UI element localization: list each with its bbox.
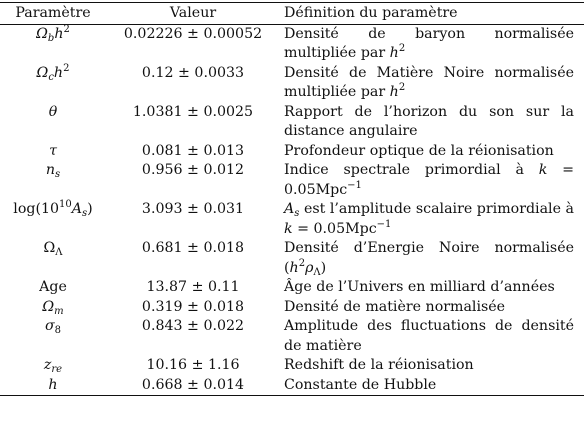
definition-cell: Densité de matière normalisée [284, 298, 506, 315]
table-row [0, 200, 584, 239]
definition-cell: Profondeur optique de la réionisation [284, 142, 554, 159]
value-cell: 13.87 ± 0.11 [146, 279, 240, 295]
param-z-re: $z_{re}$ [43, 357, 63, 375]
value-cell: 0.668 ± 0.014 [141, 376, 245, 393]
table-row [0, 161, 584, 200]
table-row [0, 64, 584, 103]
param-h: h [48, 376, 58, 393]
value-cell: 10.16 ± 1.16 [146, 357, 240, 373]
param-omega-b-h2: $\Omega_bh^2$ [36, 23, 70, 44]
table-row [0, 239, 584, 278]
param-ns: $n_s$ [45, 162, 61, 180]
definition-cell: Âge de l’Univers en milliard d’années [284, 279, 555, 295]
value-cell: 1.0381 ± 0.0025 [132, 103, 254, 120]
table-header-row [0, 3, 584, 25]
definition-cell: $A_s$ est l’amplitude scalaire primordiale à k = 0.05Mpc$^{-1}$ [284, 201, 574, 237]
header-definition: Définition du paramètre [284, 5, 458, 21]
param-age: Age [39, 279, 67, 295]
param-omega-c-h2: $\Omega_ch^2$ [36, 62, 70, 83]
value-cell: 0.956 ± 0.012 [141, 162, 245, 178]
header-value: Valeur [169, 5, 217, 21]
definition-cell: Densité d’Energie Noire normalisée $(h^2\rho_\Lambda)$ [284, 240, 574, 278]
value-cell: 0.081 ± 0.013 [141, 142, 245, 159]
table-row [0, 376, 584, 396]
table-row [0, 278, 584, 298]
param-theta: θ [48, 103, 58, 120]
value-cell: 3.093 ± 0.031 [141, 201, 245, 217]
cosmological-parameters-table [0, 2, 584, 396]
definition-cell: Amplitude des fluctuations de densité de matière [284, 318, 574, 354]
definition-cell: Indice spectrale primordial à k = 0.05Mpc$^{-1}$ [284, 162, 574, 198]
value-cell: 0.843 ± 0.022 [141, 318, 245, 334]
value-cell: 0.681 ± 0.018 [141, 240, 245, 256]
value-cell: 0.319 ± 0.018 [141, 298, 245, 315]
header-param: Paramètre [15, 5, 91, 21]
table-row [0, 24, 584, 64]
definition-cell: Constante de Hubble [284, 376, 437, 393]
definition-cell: Densité de baryon normalisée multipliée par $h^2$ [284, 25, 574, 61]
param-omega-m: $\Omega_m$ [42, 298, 64, 317]
param-omega-lambda: $\Omega_\Lambda$ [43, 240, 63, 258]
definition-cell: Redshift de la réionisation [284, 357, 474, 373]
param-tau: τ [49, 142, 57, 159]
table-row [0, 317, 584, 356]
table-row [0, 103, 584, 142]
param-sigma8: $\sigma_8$ [44, 318, 62, 336]
definition-cell: Rapport de l’horizon du son sur la distance angulaire [284, 103, 574, 139]
definition-cell: Densité de Matière Noire normalisée multipliée par $h^2$ [284, 64, 574, 100]
param-log-as: $\log(10^{10}A_s)$ [13, 199, 93, 219]
value-cell: 0.02226 ± 0.00052 [123, 25, 263, 42]
table-row [0, 356, 584, 376]
value-cell: 0.12 ± 0.0033 [141, 64, 245, 81]
table-row [0, 142, 584, 162]
table-row [0, 298, 584, 318]
